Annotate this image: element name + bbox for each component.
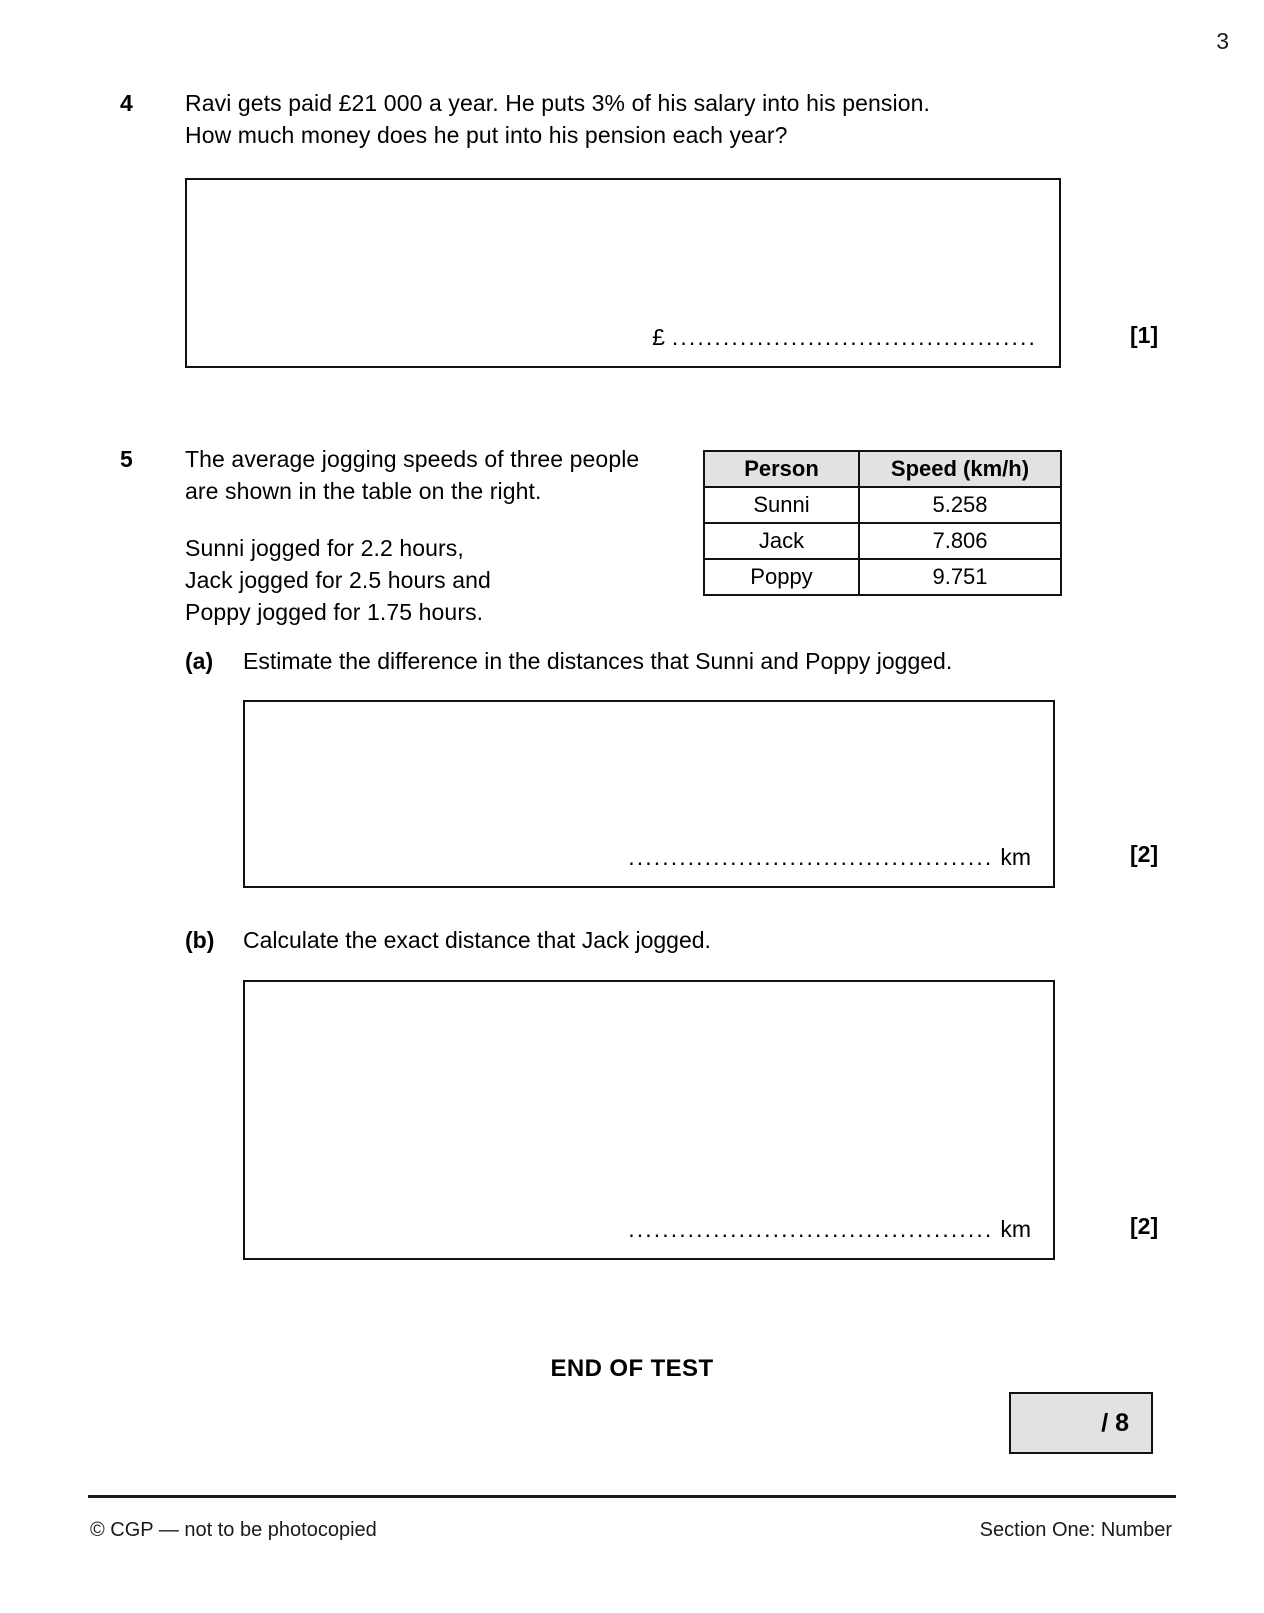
question-5-spacer: [185, 507, 675, 533]
footer-copyright: © CGP — not to be photocopied: [90, 1519, 377, 1541]
jogging-speeds-table: [703, 450, 1062, 596]
table-cell-person: Jack: [704, 523, 859, 559]
unit-label: km: [1000, 1216, 1031, 1243]
question-5-text-line-4: Jack jogged for 2.5 hours and: [185, 567, 491, 594]
table-header-speed: Speed (km/h): [859, 451, 1061, 487]
question-5-number: 5: [120, 446, 133, 472]
table-row: [704, 523, 1061, 559]
currency-symbol: £: [652, 324, 665, 351]
question-5b-answer-line: [628, 1216, 1031, 1244]
table-cell-person: Poppy: [704, 559, 859, 595]
question-5b-marks: [2]: [1130, 1213, 1159, 1239]
table-row: [704, 559, 1061, 595]
question-5b-label: (b): [185, 927, 215, 953]
total-marks-box: [1009, 1392, 1153, 1454]
table-cell-speed: 7.806: [859, 523, 1061, 559]
question-4-answer-box[interactable]: [185, 178, 1061, 368]
footer-divider: [88, 1495, 1176, 1498]
question-5-text-line-1: The average jogging speeds of three people: [185, 446, 640, 472]
question-5a-answer-box[interactable]: [243, 700, 1055, 888]
question-5-text-line-5: Poppy jogged for 1.75 hours.: [185, 598, 484, 625]
table-cell-person: Sunni: [704, 487, 859, 523]
table-cell-speed: 5.258: [859, 487, 1061, 523]
answer-dotted-line: ...........................................: [628, 1216, 994, 1243]
table-cell-speed: 9.751: [859, 559, 1061, 595]
question-5b-text: Calculate the exact distance that Jack jogged.: [243, 927, 711, 953]
question-5a-text: Estimate the difference in the distances that Sunni and Poppy jogged.: [243, 648, 953, 674]
end-of-test-label: END OF TEST: [550, 1355, 714, 1382]
answer-dotted-line: ...........................................: [628, 844, 994, 871]
question-4-marks: [1]: [1130, 322, 1159, 348]
question-5a-marks: [2]: [1130, 841, 1159, 867]
question-4-number: 4: [120, 90, 133, 116]
table-header-row: [704, 451, 1061, 487]
question-5-body: [185, 444, 675, 629]
question-4-text-line-1: Ravi gets paid £21 000 a year. He puts 3% of his salary into his pension.: [185, 90, 931, 116]
unit-label: km: [1000, 844, 1031, 871]
question-5a-label: (a): [185, 648, 214, 674]
table-row: [704, 487, 1061, 523]
question-4-answer-line: [652, 324, 1037, 352]
table-header-person: Person: [704, 451, 859, 487]
footer-section-label: Section One: Number: [979, 1519, 1172, 1541]
total-marks-value: / 8: [1101, 1408, 1129, 1437]
question-5a-answer-line: [628, 844, 1031, 872]
question-4-body: [185, 88, 1065, 151]
page-number: 3: [1216, 28, 1229, 54]
question-5b-answer-box[interactable]: [243, 980, 1055, 1260]
question-5-text-line-3: Sunni jogged for 2.2 hours,: [185, 535, 464, 562]
question-4-text-line-2: How much money does he put into his pension each year?: [185, 121, 788, 148]
question-5-text-line-2: are shown in the table on the right.: [185, 477, 542, 504]
answer-dotted-line: ...........................................: [671, 324, 1037, 351]
